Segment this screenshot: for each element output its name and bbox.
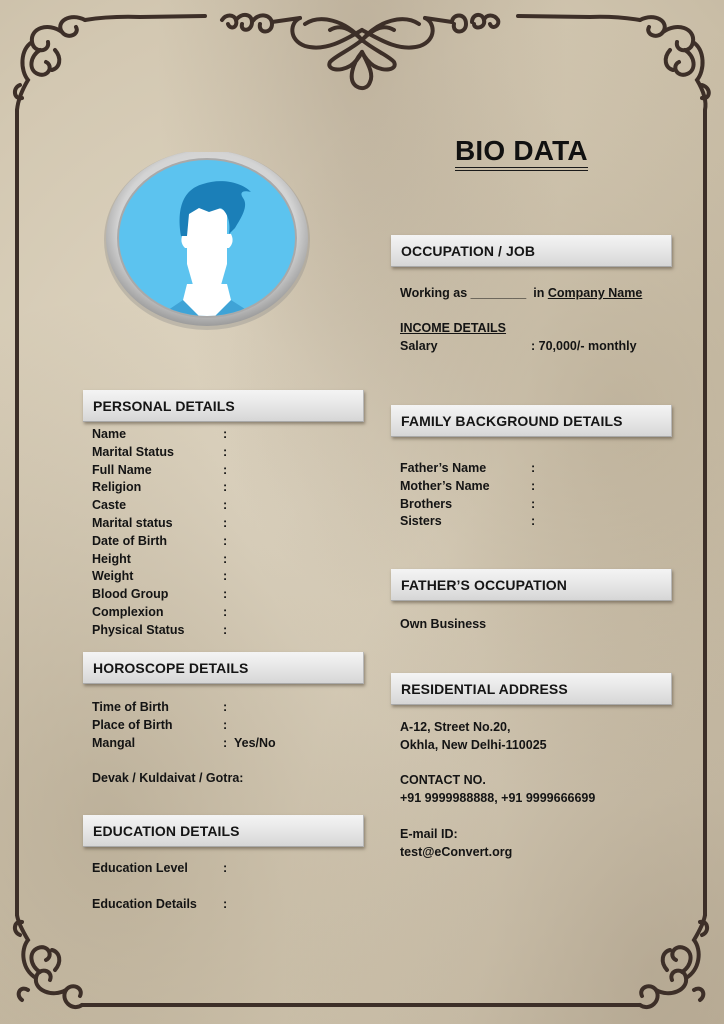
field-label: Religion bbox=[92, 480, 142, 495]
field-label: Physical Status bbox=[92, 622, 185, 637]
personal-details-heading: PERSONAL DETAILS bbox=[83, 390, 364, 422]
personal-row bbox=[92, 604, 352, 622]
field-label: Marital Status bbox=[92, 444, 174, 459]
field-separator: : bbox=[223, 444, 228, 459]
field-separator: : bbox=[223, 551, 228, 566]
field-separator: : bbox=[223, 498, 228, 513]
personal-row bbox=[92, 479, 352, 497]
personal-row bbox=[92, 444, 352, 462]
field-label: Education Level bbox=[92, 861, 188, 875]
field-separator: : bbox=[531, 478, 536, 493]
field-label: Complexion bbox=[92, 604, 164, 619]
field-separator: : bbox=[531, 514, 536, 529]
personal-row bbox=[92, 515, 352, 533]
field-separator: : bbox=[223, 462, 228, 477]
field-label: Name bbox=[92, 427, 127, 441]
personal-row bbox=[92, 551, 352, 569]
field-label: Sisters bbox=[400, 514, 442, 529]
field-value: Yes/No bbox=[234, 735, 276, 750]
personal-row bbox=[92, 568, 352, 586]
in-label: in bbox=[533, 286, 545, 300]
family-background-heading: FAMILY BACKGROUND DETAILS bbox=[391, 405, 672, 437]
personal-details-list bbox=[92, 426, 352, 640]
personal-row bbox=[92, 586, 352, 604]
contact-label: CONTACT NO. bbox=[400, 773, 486, 787]
personal-row bbox=[92, 497, 352, 515]
profile-photo-avatar bbox=[103, 152, 311, 332]
field-label: Blood Group bbox=[92, 587, 169, 602]
education-details-list bbox=[92, 860, 352, 914]
field-separator: : bbox=[223, 700, 228, 714]
horoscope-details-heading: HOROSCOPE DETAILS bbox=[83, 652, 364, 684]
field-separator: : bbox=[223, 515, 228, 530]
address-line-2: Okhla, New Delhi-110025 bbox=[400, 738, 547, 752]
personal-row bbox=[92, 462, 352, 480]
income-details-heading: INCOME DETAILS bbox=[400, 321, 507, 335]
field-separator: : bbox=[223, 604, 228, 619]
person-silhouette-icon bbox=[103, 152, 311, 332]
email-label: E-mail ID: bbox=[400, 827, 458, 841]
field-separator: : bbox=[223, 533, 228, 548]
field-separator: : bbox=[223, 717, 228, 732]
field-label: Education Details bbox=[92, 896, 197, 911]
company-name: Company Name bbox=[547, 286, 643, 300]
field-separator: : bbox=[531, 461, 536, 475]
personal-row bbox=[92, 533, 352, 551]
father-occupation-heading: FATHER’S OCCUPATION bbox=[391, 569, 672, 601]
page-title: BIO DATA bbox=[455, 136, 588, 171]
contact-value: +91 9999988888, +91 9999666699 bbox=[400, 791, 596, 805]
horoscope-row bbox=[92, 699, 352, 717]
working-as-line bbox=[400, 285, 642, 303]
field-label: Date of Birth bbox=[92, 533, 167, 548]
field-separator: : bbox=[223, 622, 228, 637]
field-separator: : bbox=[223, 480, 228, 495]
field-label: Place of Birth bbox=[92, 717, 173, 732]
personal-row bbox=[92, 426, 352, 444]
field-separator: : bbox=[223, 896, 228, 911]
education-row bbox=[92, 896, 352, 914]
email-value: test@eConvert.org bbox=[400, 845, 513, 859]
field-separator: : bbox=[531, 496, 536, 511]
family-row-mother bbox=[400, 478, 660, 496]
address-line-1: A-12, Street No.20, bbox=[400, 720, 511, 734]
field-separator: : bbox=[223, 427, 228, 441]
family-row-sisters bbox=[400, 513, 660, 531]
field-label: Marital status bbox=[92, 515, 173, 530]
family-row-father bbox=[400, 460, 660, 478]
salary-label: Salary bbox=[400, 339, 438, 353]
residential-address-heading: RESIDENTIAL ADDRESS bbox=[391, 673, 672, 705]
field-separator: : bbox=[223, 861, 228, 875]
occupation-heading: OCCUPATION / JOB bbox=[391, 235, 672, 267]
personal-row bbox=[92, 622, 352, 640]
education-details-heading: EDUCATION DETAILS bbox=[83, 815, 364, 847]
horoscope-row bbox=[92, 717, 352, 735]
family-row-brothers bbox=[400, 496, 660, 514]
field-label: Mangal bbox=[92, 735, 136, 750]
field-label: Full Name bbox=[92, 462, 152, 477]
field-separator: : bbox=[223, 735, 228, 750]
field-label: Mother’s Name bbox=[400, 478, 490, 493]
family-details-list bbox=[400, 460, 660, 531]
salary-value: : 70,000/- monthly bbox=[531, 339, 637, 353]
field-separator: : bbox=[223, 587, 228, 602]
field-label: Time of Birth bbox=[92, 700, 169, 714]
field-label: Weight bbox=[92, 569, 134, 584]
gotra-label: Devak / Kuldaivat / Gotra: bbox=[92, 771, 244, 785]
field-label: Father’s Name bbox=[400, 461, 487, 475]
horoscope-details-list bbox=[92, 699, 352, 752]
field-label: Height bbox=[92, 551, 131, 566]
horoscope-row bbox=[92, 735, 352, 753]
field-separator: : bbox=[223, 569, 228, 584]
working-as-blank: ________ bbox=[470, 286, 527, 300]
father-occupation-value: Own Business bbox=[400, 617, 487, 631]
field-label: Brothers bbox=[400, 496, 453, 511]
working-as-label: Working as bbox=[400, 286, 468, 300]
education-row bbox=[92, 860, 352, 878]
field-label: Caste bbox=[92, 498, 127, 513]
